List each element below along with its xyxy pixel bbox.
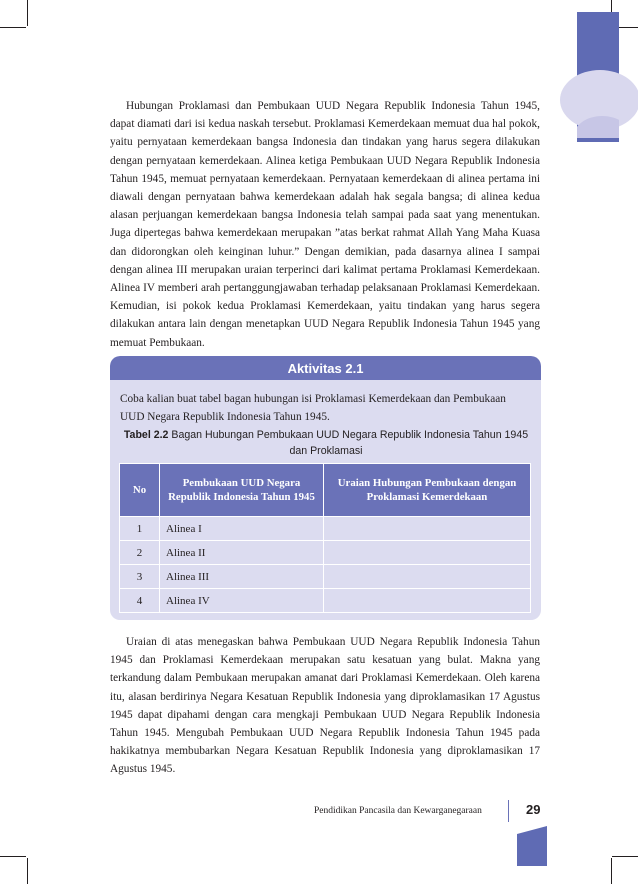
row-no: 3	[120, 565, 160, 589]
table-row	[120, 541, 531, 565]
table-row	[120, 589, 531, 613]
header-pembukaan: Pembukaan UUD Negara Republik Indonesia Tahun 1945	[160, 464, 324, 517]
crop-mark	[611, 858, 612, 884]
row-no: 1	[120, 517, 160, 541]
table-header-row	[120, 464, 531, 517]
relation-table	[119, 463, 531, 613]
page-number: 29	[526, 802, 541, 817]
row-uraian[interactable]	[324, 589, 531, 613]
header-no: No	[120, 464, 160, 517]
table-caption	[120, 428, 532, 459]
table-label: Tabel 2.2	[123, 429, 169, 441]
activity-title: Aktivitas 2.1	[110, 356, 541, 380]
crop-mark	[27, 0, 28, 26]
footer-divider	[508, 800, 509, 822]
crop-mark	[0, 856, 26, 857]
row-no: 2	[120, 541, 160, 565]
table-row	[120, 517, 531, 541]
row-no: 4	[120, 589, 160, 613]
row-name: Alinea IV	[160, 589, 324, 613]
row-uraian[interactable]	[324, 541, 531, 565]
activity-intro: Coba kalian buat tabel bagan hubungan isi Proklamasi Kemerdekaan dan Pembukaan UUD Negara Republik Indonesia Tahun 1945.	[120, 393, 506, 423]
page-corner-tab	[517, 826, 547, 866]
body-paragraph	[110, 97, 540, 352]
row-name: Alinea III	[160, 565, 324, 589]
table-caption-text: Bagan Hubungan Pembukaan UUD Negara Republik Indonesia Tahun 1945 dan Proklamasi	[171, 429, 529, 457]
row-uraian[interactable]	[324, 565, 531, 589]
body-paragraph	[110, 633, 540, 779]
paragraph-text: Uraian di atas menegaskan bahwa Pembukaan UUD Negara Republik Indonesia Tahun 1945 dan Proklamasi Kemerdekaan merupakan satu kesatuan yang bulat. Makna yang terkandung dalam Pembukaan merupakan amanat dari Proklamasi Kemerdekaan. Oleh karena itu, alasan berdirinya Negara Kesatuan Republik Indonesia yang diproklamasikan 17 Agustus 1945 dapat dipahami dengan cara mengkaji Pembukaan UUD Negara Republik Indonesia Tahun 1945. Mengubah Pembukaan UUD Negara Republik Indonesia Tahun 1945 pada hakikatnya membubarkan Negara Kesatuan Republik Indonesia yang diproklamasikan 17 Agustus 1945.	[110, 636, 540, 776]
footer-book-title: Pendidikan Pancasila dan Kewarganegaraan	[314, 806, 482, 816]
crop-mark	[27, 858, 28, 884]
row-uraian[interactable]	[324, 517, 531, 541]
row-name: Alinea I	[160, 517, 324, 541]
crop-mark	[612, 856, 638, 857]
header-uraian: Uraian Hubungan Pembukaan dengan Proklamasi Kemerdekaan	[324, 464, 531, 517]
crop-mark	[0, 27, 26, 28]
table-row	[120, 565, 531, 589]
paragraph-text: Hubungan Proklamasi dan Pembukaan UUD Negara Republik Indonesia Tahun 1945, dapat diamati dari isi kedua naskah tersebut. Proklamasi Kemerdekaan memuat dua hal pokok, yaitu pernyataan kemerdekaan bangsa Indonesia dan tindakan yang harus segera dilakukan dengan pernyataan kemerdekaan. Alinea ketiga Pembukaan UUD Negara Republik Indonesia Tahun 1945, memuat pernyataan kemerdekaan. Pernyataan kemerdekaan di alinea pertama ini diawali dengan pernyataan bahwa kemerdekaan adalah hak segala bangsa; di alinea kedua alasan perjuangan kemerdekaan bangsa Indonesia telah sampai pada saat yang menentukan. Juga dipertegas bahwa kemerdekaan merupakan ”atas berkat rahmat Allah Yang Maha Kuasa dan didorongkan oleh keinginan luhur.” Dengan demikian, pada dasarnya alinea I sampai dengan alinea III merupakan uraian terperinci dari kalimat pertama Proklamasi Kemerdekaan. Alinea IV memberi arah pertanggungjawaban terhadap pelaksanaan Proklamasi Kemerdekaan. Kemudian, isi pokok kedua Proklamasi Kemerdekaan, yaitu tindakan yang harus segera dilakukan antara lain dengan menetapkan UUD Negara Republik Indonesia Tahun 1945 yang memuat Pembukaan.	[110, 100, 540, 349]
row-name: Alinea II	[160, 541, 324, 565]
activity-box	[110, 356, 541, 620]
